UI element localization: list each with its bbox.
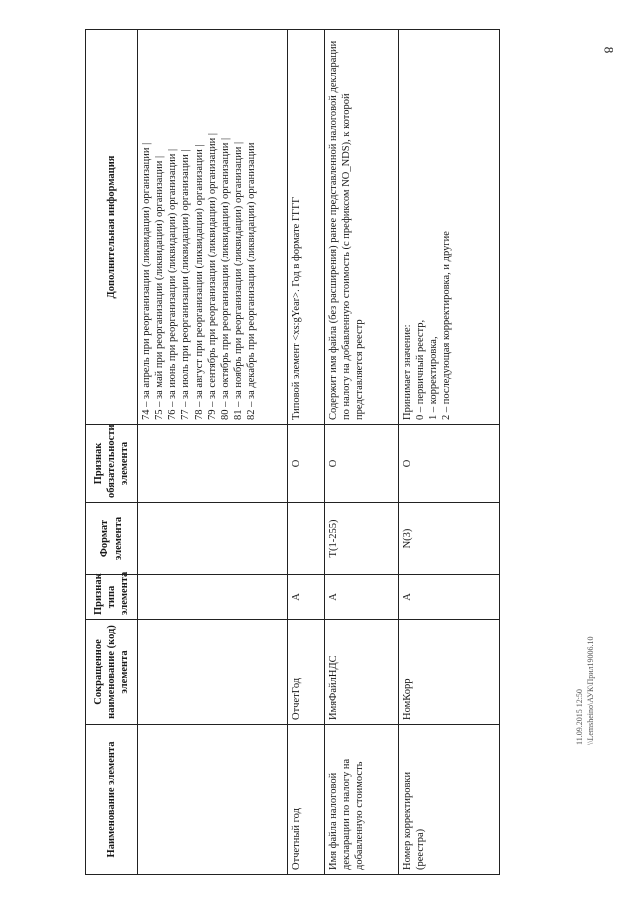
table-row — [399, 30, 500, 875]
info-line: 2 – последующая корректировка, и другие — [441, 231, 453, 420]
cell-name: Номер корректировки (реестра) — [399, 725, 500, 875]
cell-name: Отчетный год — [288, 725, 325, 875]
cell-required: О — [325, 425, 399, 503]
cell-code: ОтчетГод — [288, 620, 325, 725]
table-row — [138, 30, 288, 875]
period-code-80: 80 – за октябрь при реорганизации (ликвидации) организации | — [219, 137, 231, 420]
period-code-81: 81 – за ноябрь при реорганизации (ликвидации) организации | — [232, 141, 244, 420]
header-element-required: Признак обязательности элемента — [86, 425, 138, 503]
header-element-name: Наименование элемента — [86, 725, 138, 875]
page-number: 8 — [601, 46, 617, 54]
period-codes-cell — [138, 30, 288, 425]
header-element-code: Сокращенное наименование (код) элемента — [86, 620, 138, 725]
info-line: 0 – первичный реестр, — [415, 319, 427, 420]
period-code-74: 74 – за апрель при реорганизации (ликвидации) организации | — [141, 142, 152, 420]
cell-name: Имя файла налоговой декларации по налогу на добавленную стоимость — [325, 725, 399, 875]
file-footer — [575, 636, 597, 745]
cell-required: О — [399, 425, 500, 503]
cell-info — [399, 30, 500, 425]
period-code-82: 82 – за декабрь при реорганизации (ликвидации) организации — [246, 142, 257, 420]
header-element-format: Формат элемента — [86, 503, 138, 575]
cell-code: НомКорр — [399, 620, 500, 725]
cell-info: Содержит имя файла (без расширения) ранее представленной налоговой декларации по налогу на добавленную стоимость (с префиксом NO_NDS), к которой представляется реестр — [325, 30, 399, 425]
footer-file-path: \\Lemsheino\АУК\Прил19006.10 — [585, 636, 595, 745]
cell-format: T(1-255) — [325, 503, 399, 575]
cell-type: А — [325, 575, 399, 620]
table-row — [288, 30, 325, 875]
period-code-77: 77 – за июль при реорганизации (ликвидации) организации | — [180, 149, 192, 420]
cell-type: А — [399, 575, 500, 620]
period-code-76: 76 – за июнь при реорганизации (ликвидации) организации | — [167, 148, 179, 420]
footer-timestamp: 11.09.2015 12:50 — [575, 689, 584, 745]
header-additional-info: Дополнительная информация — [86, 30, 138, 425]
table-row — [325, 30, 399, 875]
cell-info: Типовой элемент <xs:gYear>. Год в формате ГГГГ — [288, 30, 325, 425]
period-code-75: 75 – за май при реорганизации (ликвидации) организации | — [154, 155, 166, 420]
table-header-row — [86, 30, 138, 875]
cell-required: О — [288, 425, 325, 503]
info-line: Принимает значение: — [402, 324, 413, 420]
cell-code: ИмяФайлНДС — [325, 620, 399, 725]
period-code-79: 79 – за сентябрь при реорганизации (ликвидации) организации | — [206, 133, 218, 420]
cell-format — [288, 503, 325, 575]
info-line: 1 – корректировка, — [428, 336, 440, 420]
rotated-table-wrapper — [85, 30, 499, 875]
cell-type: А — [288, 575, 325, 620]
elements-table — [85, 29, 500, 875]
cell-format: N(3) — [399, 503, 500, 575]
period-code-78: 78 – за август при реорганизации (ликвидации) организации | — [193, 144, 205, 420]
header-element-type: Признак типа элемента — [86, 575, 138, 620]
